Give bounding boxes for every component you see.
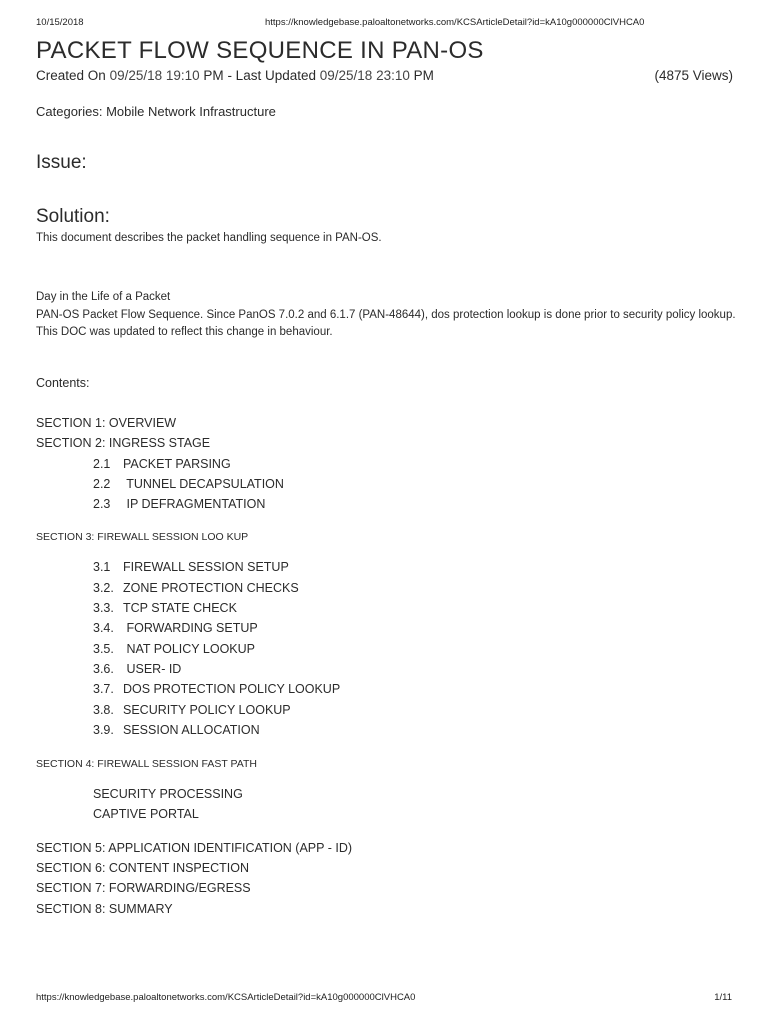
toc-item	[93, 560, 289, 574]
toc-item-number: 3.4.	[93, 621, 114, 635]
created-ampm: PM	[203, 68, 224, 83]
solution-heading: Solution:	[36, 206, 110, 227]
print-header	[36, 17, 732, 31]
toc-item	[93, 497, 265, 511]
contents-label: Contents:	[36, 376, 90, 390]
print-header-url: https://knowledgebase.paloaltonetworks.com/KCSArticleDetail?id=kA10g000000ClVHCA0	[265, 17, 645, 28]
toc-item	[93, 457, 231, 471]
toc-section-8: SECTION 8: SUMMARY	[36, 902, 173, 916]
created-label: Created On	[36, 68, 106, 83]
toc-item	[93, 662, 181, 676]
solution-intro: This document describes the packet handling sequence in PAN-OS.	[36, 232, 382, 244]
toc-item-label: FIREWALL SESSION SETUP	[123, 560, 289, 574]
toc-item	[93, 601, 237, 615]
toc-item-label: SECURITY POLICY LOOKUP	[123, 703, 291, 717]
last-updated-label: - Last Updated	[227, 68, 316, 83]
updated-date: 09/25/18 23:10	[319, 68, 410, 83]
toc-section-5: SECTION 5: APPLICATION IDENTIFICATION (APP - ID)	[36, 841, 353, 855]
toc-item	[93, 581, 299, 595]
updated-ampm: PM	[413, 68, 434, 83]
toc-item-label: TUNNEL DECAPSULATION	[123, 477, 284, 491]
toc-item-label: PACKET PARSING	[123, 457, 231, 471]
toc-section-3: SECTION 3: FIREWALL SESSION LOO KUP	[36, 531, 249, 543]
issue-heading: Issue:	[36, 152, 87, 173]
toc-item-label: CAPTIVE PORTAL	[93, 807, 199, 821]
toc-item	[93, 703, 291, 717]
toc-item-number: 2.3	[93, 497, 111, 511]
toc-item-number: 3.3.	[93, 601, 114, 615]
toc-item	[93, 621, 258, 635]
view-count: (4875 Views)	[654, 68, 733, 83]
toc-item-number: 3.6.	[93, 662, 114, 676]
article-categories: Categories: Mobile Network Infrastructure	[36, 104, 276, 119]
toc-item-number: 3.8.	[93, 703, 114, 717]
toc-item-label: FORWARDING SETUP	[123, 621, 258, 635]
toc-item-number: 3.2.	[93, 581, 114, 595]
toc-item-label: ZONE PROTECTION CHECKS	[123, 581, 299, 595]
toc-item-number: 3.5.	[93, 642, 114, 656]
toc-item-label: SESSION ALLOCATION	[123, 723, 260, 737]
page-number: 1/11	[714, 992, 732, 1003]
toc-section-6: SECTION 6: CONTENT INSPECTION	[36, 861, 249, 875]
toc-item	[93, 787, 243, 801]
toc-item-number: 2.2	[93, 477, 111, 491]
toc-section-1: SECTION 1: OVERVIEW	[36, 416, 177, 430]
toc-item	[93, 723, 260, 737]
article-meta	[36, 68, 733, 83]
toc-item-number: 3.1	[93, 560, 111, 574]
toc-item	[93, 807, 199, 821]
print-footer-url: https://knowledgebase.paloaltonetworks.com/KCSArticleDetail?id=kA10g000000ClVHCA0	[36, 992, 416, 1003]
day-in-life-text: Day in the Life of a Packet	[36, 291, 171, 303]
toc-item-label: NAT POLICY LOOKUP	[123, 642, 255, 656]
toc-item-number: 3.9.	[93, 723, 114, 737]
toc-item	[93, 682, 340, 696]
toc-item-number: 3.7.	[93, 682, 114, 696]
toc-item-label: SECURITY PROCESSING	[93, 787, 243, 801]
packet-flow-line-2: This DOC was updated to reflect this change in behaviour.	[36, 326, 333, 338]
toc-item-label: DOS PROTECTION POLICY LOOKUP	[123, 682, 341, 696]
toc-item-number: 2.1	[93, 457, 111, 471]
toc-item	[93, 642, 255, 656]
toc-section-4: SECTION 4: FIREWALL SESSION FAST PATH	[36, 758, 257, 770]
toc-item-label: TCP STATE CHECK	[123, 601, 237, 615]
print-date: 10/15/2018	[36, 17, 84, 28]
toc-section-2: SECTION 2: INGRESS STAGE	[36, 436, 211, 450]
toc-item-label: IP DEFRAGMENTATION	[123, 497, 266, 511]
packet-flow-line-1: PAN-OS Packet Flow Sequence. Since PanOS 7.0.2 and 6.1.7 (PAN-48644), dos protection lookup is done prior to security policy lookup.	[36, 309, 736, 321]
toc-item-label: USER- ID	[123, 662, 182, 676]
created-date: 09/25/18 19:10	[109, 68, 200, 83]
article-title: PACKET FLOW SEQUENCE IN PAN-OS	[36, 37, 484, 64]
toc-section-7: SECTION 7: FORWARDING/EGRESS	[36, 881, 251, 895]
print-footer	[36, 992, 732, 1006]
toc-item	[93, 477, 284, 491]
